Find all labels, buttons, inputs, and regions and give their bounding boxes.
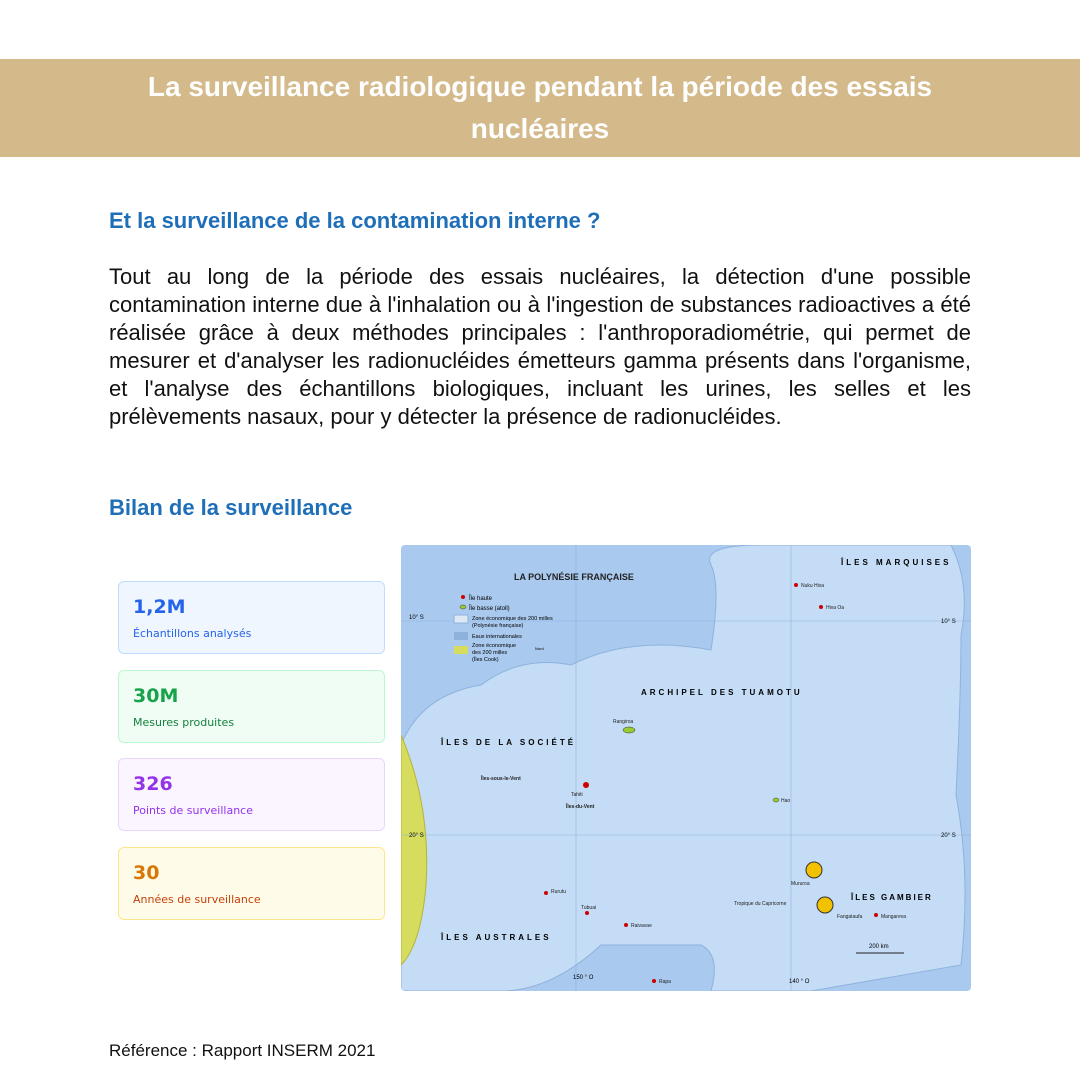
- stat-label: Années de surveillance: [133, 893, 261, 906]
- stat-label: Mesures produites: [133, 716, 235, 729]
- place: Mangareva: [881, 914, 907, 920]
- lon-label: 140 ° O: [789, 979, 810, 985]
- place: Îles-du-Vent: [566, 804, 595, 810]
- legend-eez-sub: (Polynésie française): [472, 623, 524, 629]
- lat-label: 10° S: [409, 615, 424, 621]
- stat-value: 30M: [133, 685, 179, 707]
- polynesia-map: [401, 545, 971, 991]
- legend-cook2: des 200 milles: [472, 650, 508, 656]
- scale-bar: 200 km: [869, 944, 889, 950]
- north-arrow: Nord: [535, 646, 544, 651]
- lat-label: 10° S: [941, 619, 956, 625]
- place: Îles-sous-le-Vent: [481, 776, 521, 782]
- place: Tahiti: [571, 792, 583, 798]
- stat-value: 1,2M: [133, 596, 186, 618]
- page-title: La surveillance radiologique pendant la période des essais nucléaires: [147, 71, 933, 144]
- lat-label: 20° S: [941, 833, 956, 839]
- stat-card-points: [118, 758, 385, 831]
- place: Nuku Hiva: [801, 583, 825, 589]
- stat-label: Échantillons analysés: [133, 627, 252, 640]
- label-marquises: ÎLES MARQUISES: [841, 558, 952, 567]
- legend-intl: Eaux internationales: [472, 634, 522, 640]
- label-gambier: ÎLES GAMBIER: [851, 893, 933, 902]
- section-heading-internal: Et la surveillance de la contamination interne ?: [109, 208, 601, 233]
- label-tuamotu: ARCHIPEL DES TUAMOTU: [641, 688, 803, 697]
- place: Hao: [781, 798, 791, 804]
- tropic-label: Tropique du Capricorne: [734, 901, 787, 907]
- label-australes: ÎLES AUSTRALES: [441, 933, 552, 942]
- place: Hiva Oa: [826, 605, 845, 611]
- place: Fangataufa: [837, 914, 863, 920]
- place: Tubuai: [581, 905, 597, 911]
- stat-card-samples: [118, 581, 385, 654]
- section-heading-summary: Bilan de la surveillance: [109, 495, 353, 520]
- map-title: LA POLYNÉSIE FRANÇAISE: [514, 572, 634, 582]
- stat-value: 30: [133, 862, 160, 884]
- legend-atoll: Île basse (atoll): [469, 606, 510, 612]
- stat-value: 326: [133, 773, 173, 795]
- legend-eez: Zone économique des 200 milles: [472, 616, 553, 622]
- place: Raivavae: [631, 923, 652, 929]
- place: Mururoa: [791, 881, 810, 887]
- stat-card-years: [118, 847, 385, 920]
- place: Rurutu: [551, 889, 567, 895]
- legend-high-island: Île haute: [469, 596, 493, 602]
- reference: Référence : Rapport INSERM 2021: [109, 1041, 376, 1060]
- title-banner: [0, 59, 1080, 157]
- lon-label: 150 ° O: [573, 975, 594, 981]
- legend-cook1: Zone économique: [472, 643, 517, 649]
- body-paragraph: Tout au long de la période des essais nucléaires, la détection d'une possible contamination interne due à l'inhalation ou à l'ingestion de substances radioactives a été réalisée grâce à deux méthodes principales : l'anthroporadiométrie, qui permet de mesurer et d'analyser les radionucléides émetteurs gamma présents dans l'organisme, et l'analyse des échantillons biologiques, incluant les urines, les selles et les prélèvements nasaux, pour y détecter la présence de radionucléides.: [109, 264, 971, 429]
- stat-label: Points de surveillance: [133, 804, 253, 817]
- legend-cook3: (Îles Cook): [472, 657, 499, 663]
- place: Rapa: [659, 979, 671, 985]
- label-societe: ÎLES DE LA SOCIÉTÉ: [441, 738, 577, 747]
- stat-card-measures: [118, 670, 385, 743]
- lat-label: 20° S: [409, 833, 424, 839]
- place: Rangiroa: [613, 719, 634, 725]
